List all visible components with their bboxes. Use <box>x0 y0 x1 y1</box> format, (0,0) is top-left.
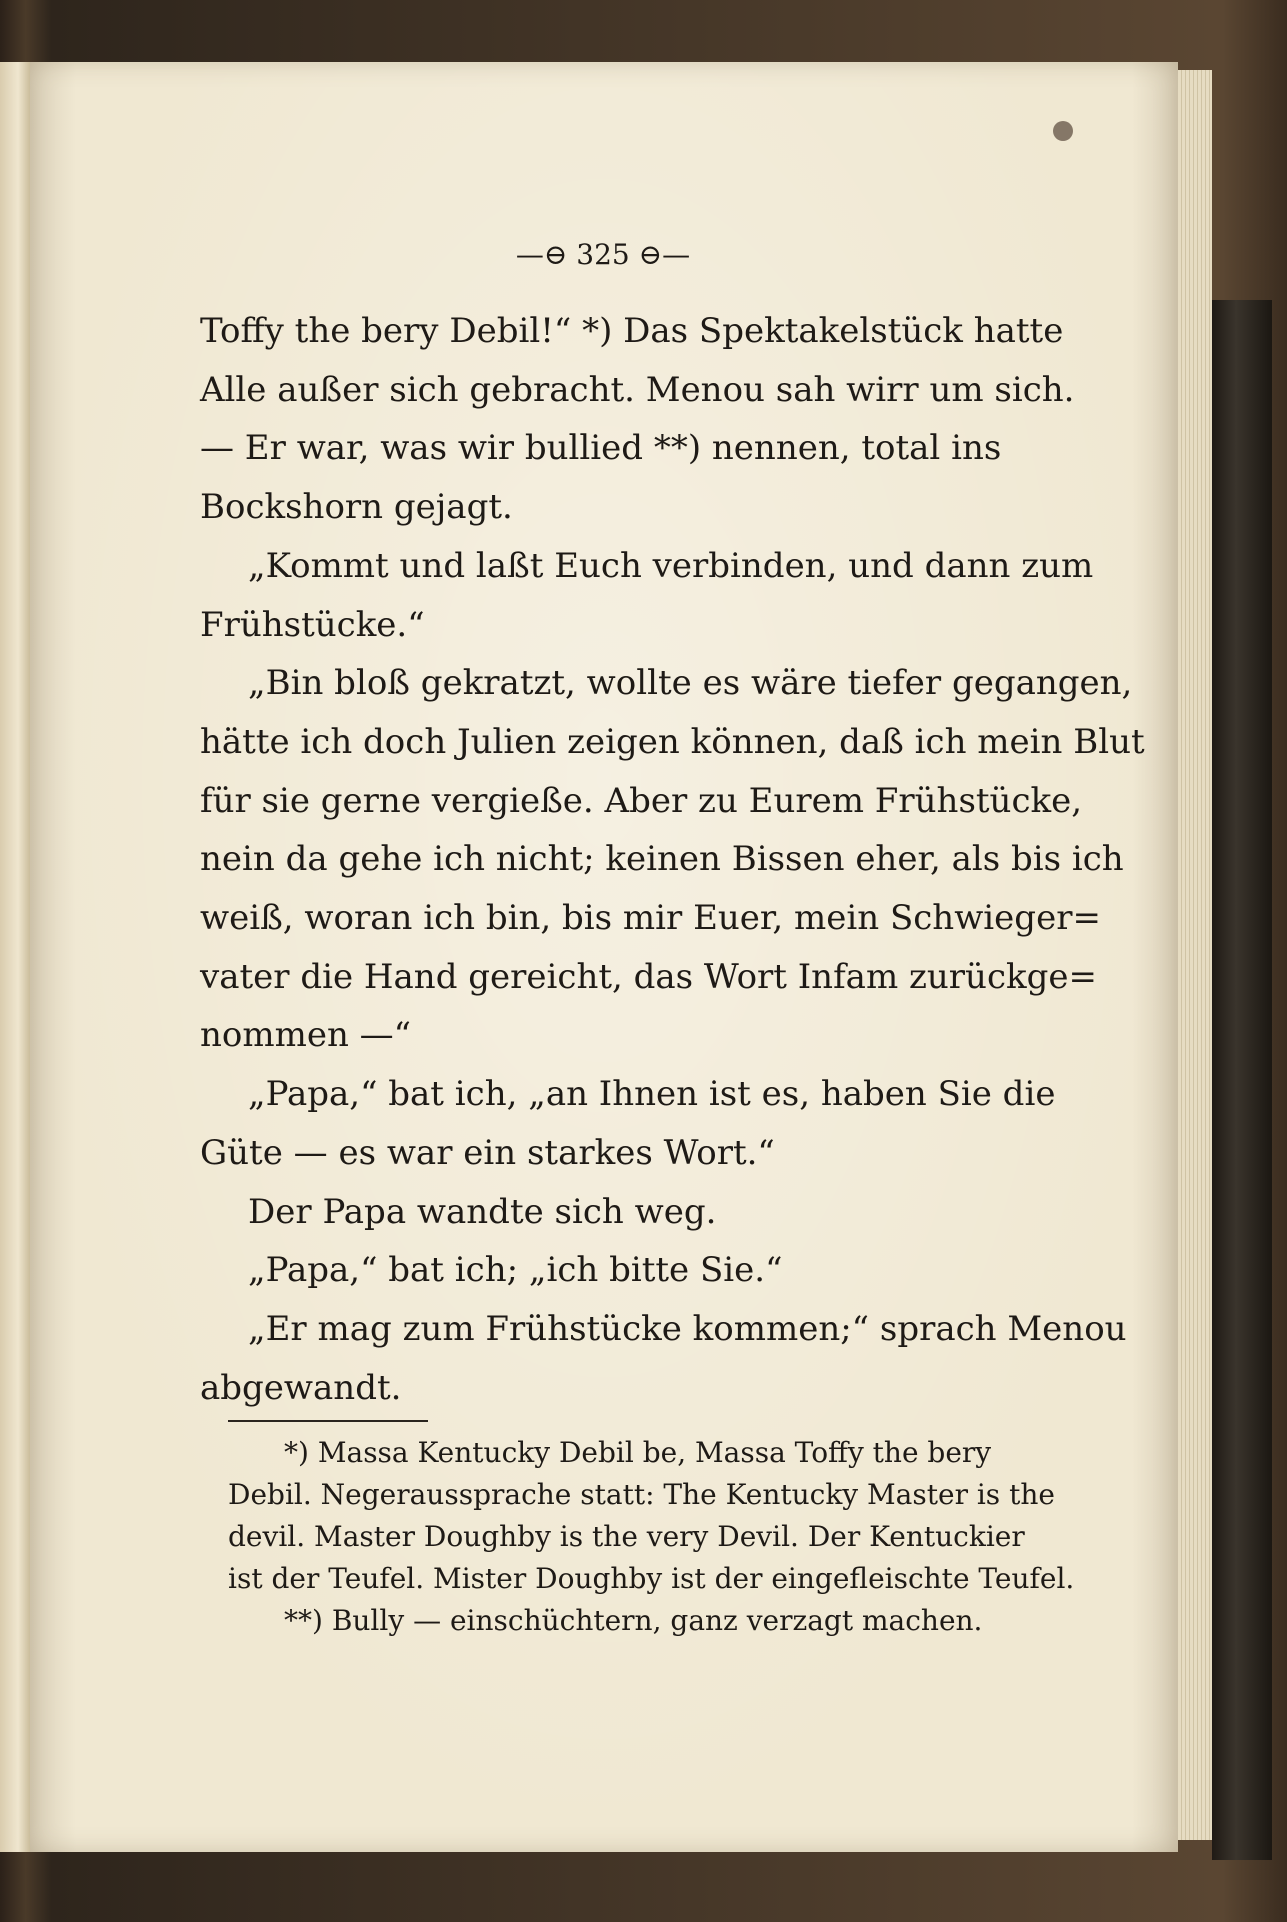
body-line: Alle außer sich gebracht. Menou sah wirr um sich. <box>200 369 1075 410</box>
footnote-line: ist der Teufel. Mister Doughby ist der eingefleischte Teufel. <box>228 1562 1075 1595</box>
body-line: Güte — es war ein starkes Wort.“ <box>200 1132 775 1173</box>
body-line: „Bin bloß gekratzt, wollte es wäre tiefer gegangen, <box>248 663 1133 704</box>
footnote-line: Debil. Negeraussprache statt: The Kentucky Master is the <box>228 1478 1055 1511</box>
body-line: abgewandt. <box>200 1367 402 1408</box>
body-line: „Kommt und laßt Euch verbinden, und dann zum <box>248 545 1094 586</box>
body-line: Der Papa wandte sich weg. <box>248 1191 717 1232</box>
body-line: Bockshorn gejagt. <box>200 487 513 528</box>
body-line: — Er war, was wir bullied **) nennen, total ins <box>200 428 1002 469</box>
footnote-line: **) Bully — einschüchtern, ganz verzagt machen. <box>284 1604 983 1637</box>
body-line: nein da gehe ich nicht; keinen Bissen eher, als bis ich <box>200 839 1124 880</box>
body-line: Frühstücke.“ <box>200 604 425 645</box>
body-line: „Papa,“ bat ich, „an Ihnen ist es, haben Sie die <box>248 1074 1056 1115</box>
page-stack-edge <box>1178 70 1212 1840</box>
body-line: „Papa,“ bat ich; „ich bitte Sie.“ <box>248 1250 783 1291</box>
footnotes <box>228 1432 1075 1642</box>
body-line: für sie gerne vergieße. Aber zu Eurem Frühstücke, <box>200 780 1083 821</box>
book-cover-edge <box>1212 300 1272 1860</box>
body-text <box>200 302 1145 1417</box>
body-line: hätte ich doch Julien zeigen können, daß ich mein Blut <box>200 721 1145 762</box>
footnote-line: *) Massa Kentucky Debil be, Massa Toffy the bery <box>284 1436 992 1469</box>
footnote-line: devil. Master Doughby is the very Devil. Der Kentuckier <box>228 1520 1025 1553</box>
page-number: —⊖ 325 ⊖— <box>515 238 691 271</box>
paper-stain <box>1053 121 1073 141</box>
previous-page-edge <box>0 62 30 1852</box>
body-line: nommen —“ <box>200 1015 412 1056</box>
body-line: weiß, woran ich bin, bis mir Euer, mein Schwieger= <box>200 898 1101 939</box>
footnote-divider <box>228 1420 428 1422</box>
body-line: vater die Hand gereicht, das Wort Infam zurückge= <box>200 956 1097 997</box>
body-line: Toffy the bery Debil!“ *) Das Spektakelstück hatte <box>200 311 1064 351</box>
body-line: „Er mag zum Frühstücke kommen;“ sprach Menou <box>248 1308 1127 1349</box>
